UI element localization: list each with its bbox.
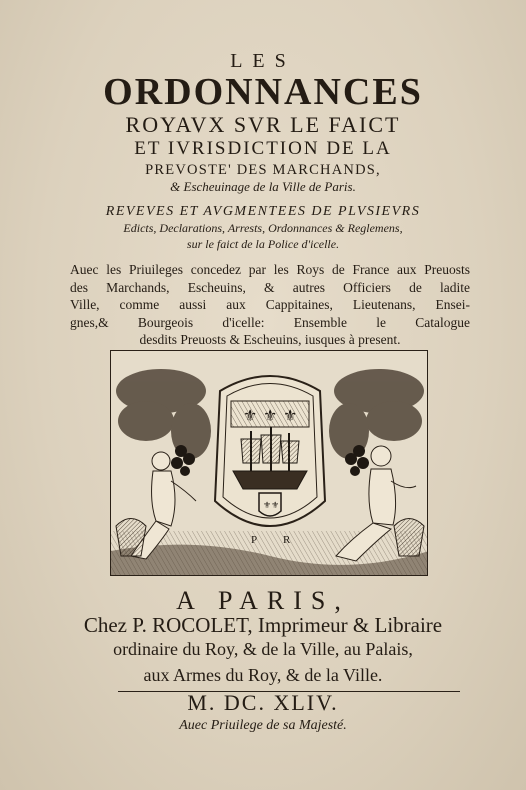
foliage-right — [329, 369, 424, 459]
svg-text:⚜: ⚜ — [263, 406, 278, 425]
subtitle-edicts: Edicts, Declarations, Arrests, Ordonnances & Reglemens, — [123, 221, 403, 235]
fleur-de-lis-icons — [243, 406, 297, 425]
monogram-left: P — [251, 534, 258, 546]
title-prevoste: PREVOSTE' DES MARCHANDS, — [145, 162, 381, 178]
privileges-paragraph — [70, 261, 470, 349]
subtitle-reveues: REVEVES ET AVGMENTEES DE PLVSIEVRS — [105, 204, 421, 219]
svg-text:⚜: ⚜ — [283, 406, 298, 425]
imprint-privilege: Auec Priuilege de sa Majesté. — [179, 718, 347, 733]
imprint-printer: Chez P. ROCOLET, Imprimeur & Libraire — [83, 613, 443, 637]
left-urn — [116, 519, 146, 557]
title-les: LES — [230, 50, 296, 72]
privileges-line: des Marchands, Escheuins, & autres Officiers de ladite — [70, 279, 470, 295]
svg-text:⚜⚜: ⚜⚜ — [263, 501, 280, 511]
central-cartouche — [215, 376, 325, 526]
engraving-illustration — [111, 351, 428, 576]
right-urn — [394, 519, 424, 557]
foliage-left — [116, 369, 211, 459]
privileges-line: Auec les Priuileges concedez par les Roys de France aux Preuosts — [70, 262, 470, 277]
title-escheuinage: & Escheuinage de la Ville de Paris. — [170, 179, 356, 194]
imprint-city: A PARIS, — [176, 586, 350, 615]
monogram-right: R — [283, 534, 291, 546]
privileges-line: gnes,& Bourgeois d'icelle: Ensemble le Catalogue — [70, 314, 470, 330]
imprint-ordinaire: ordinaire du Roy, & de la Ville, au Palais, — [113, 639, 413, 659]
title-royaux: ROYAVX SVR LE FAICT — [125, 112, 401, 137]
title-jurisdiction: ET IVRISDICTION DE LA — [134, 138, 392, 159]
privileges-line: Ville, comme aussi aux Cappitaines, Lieutenans, Ensei- — [70, 297, 470, 312]
imprint-armes: aux Armes du Roy, & de la Ville. — [143, 665, 383, 685]
privileges-line: desdits Preuosts & Escheuins, iusques à present. — [139, 332, 401, 347]
title-ordonnances: ORDONNANCES — [103, 71, 423, 113]
subtitle-police: sur le faict de la Police d'icelle. — [186, 237, 340, 251]
svg-text:⚜: ⚜ — [243, 406, 258, 425]
imprint-date: M. DC. XLIV. — [187, 690, 339, 715]
printers-device-engraving — [110, 350, 428, 576]
